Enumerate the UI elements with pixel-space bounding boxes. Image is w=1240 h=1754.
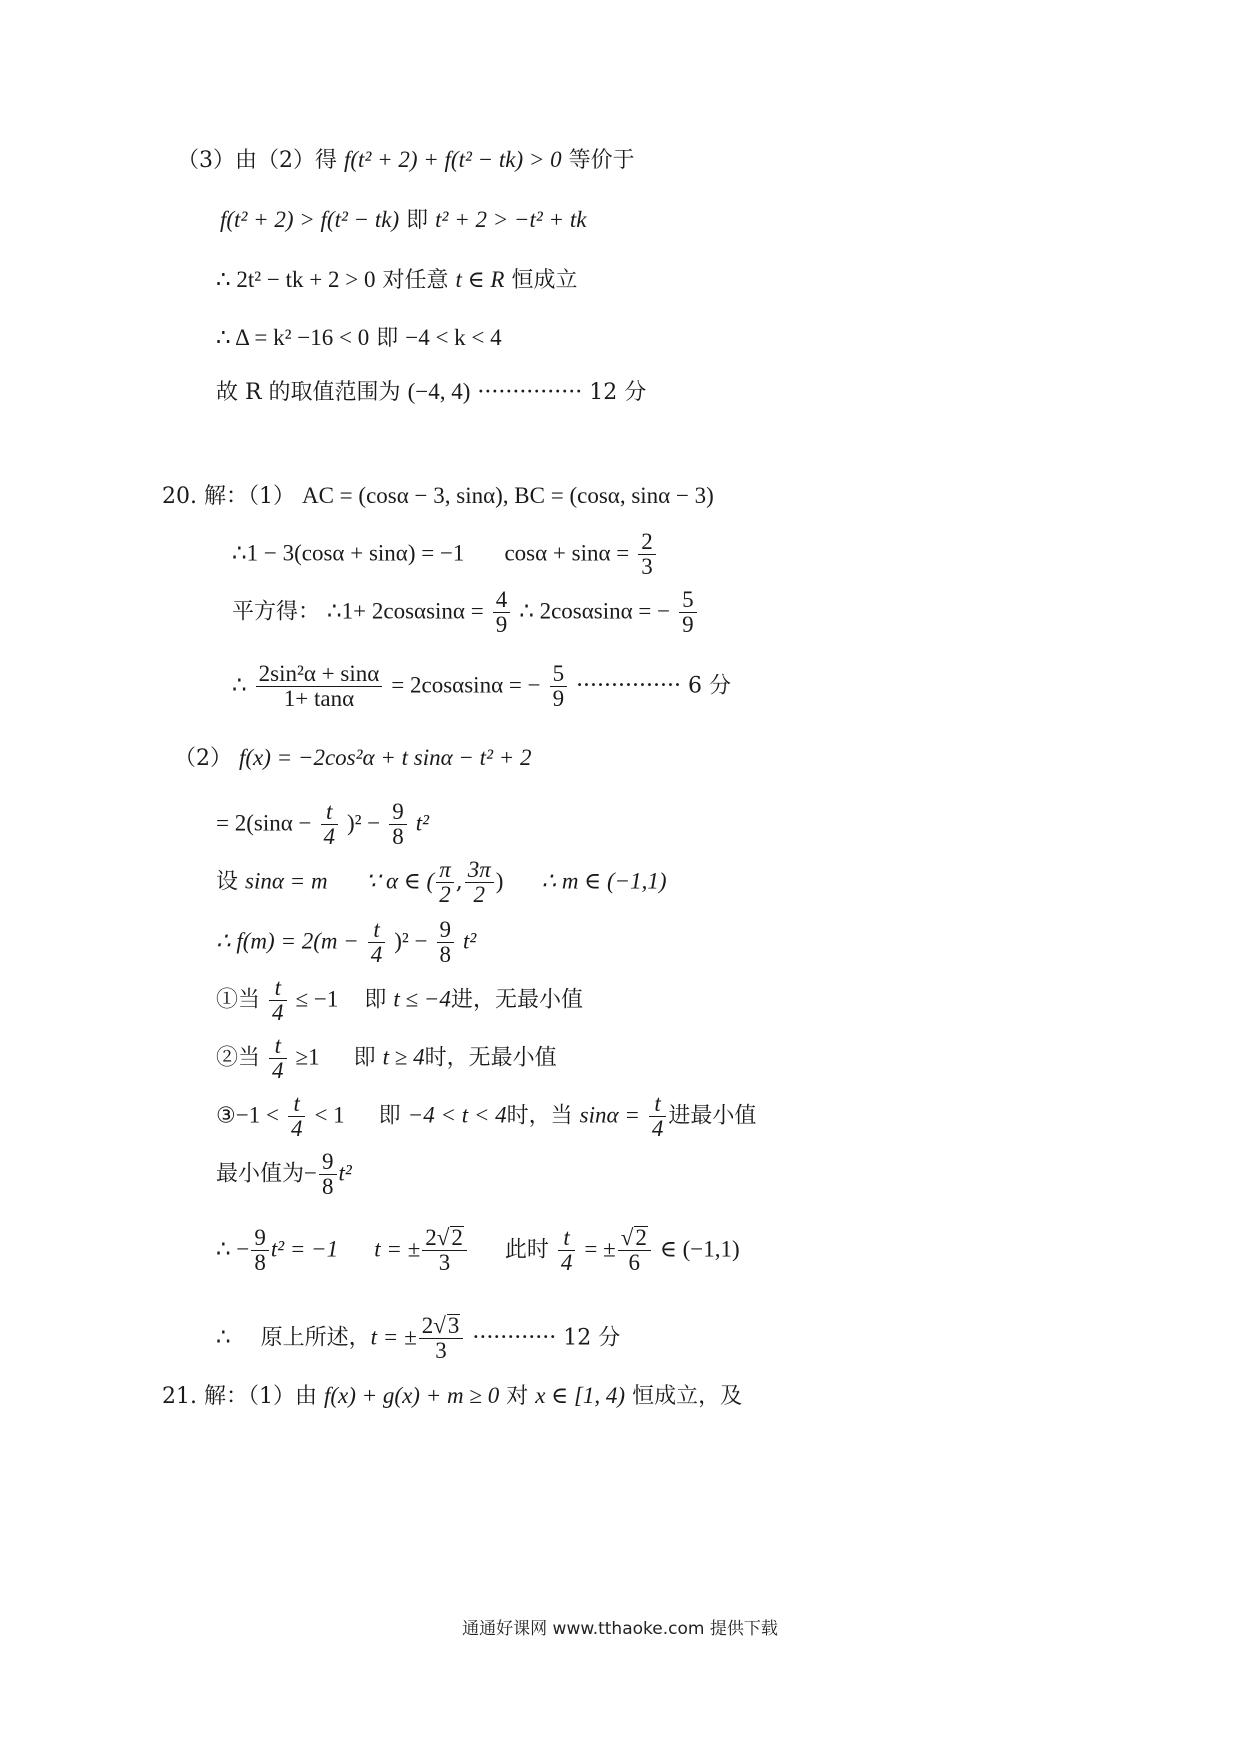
text: 此时 xyxy=(504,1237,549,1263)
numerator: 9 xyxy=(439,917,452,942)
math: f(t² + 2) > f(t² − tk) xyxy=(220,207,400,232)
math: ≤ −1 xyxy=(295,986,339,1012)
math: −4 < t < 4 xyxy=(407,1102,507,1128)
q19-line-4 xyxy=(216,324,502,353)
math: x ∈ [1, 4) xyxy=(535,1383,626,1408)
numerator: 9 xyxy=(254,1225,266,1250)
q20-p2-case-1 xyxy=(216,976,583,1025)
q20-p2-conclusion xyxy=(216,1314,620,1363)
text: 对任意 xyxy=(382,268,449,293)
text: ①当 xyxy=(216,987,261,1013)
math: ∴ − xyxy=(216,1236,250,1262)
radicand: 3 xyxy=(447,1313,460,1338)
text: 进最小值 xyxy=(668,1103,757,1129)
numerator: t xyxy=(654,1091,661,1116)
denominator: 8 xyxy=(319,1174,337,1199)
score-label: 12 分 xyxy=(589,380,647,405)
q21-line-1 xyxy=(162,1382,742,1411)
fraction xyxy=(321,800,339,849)
numerator: 2sin²α + sinα xyxy=(258,661,380,686)
denominator: 9 xyxy=(550,686,568,711)
radicand: 2 xyxy=(635,1225,647,1250)
text: 即 xyxy=(353,1045,376,1071)
fraction xyxy=(368,918,386,967)
denominator: 3 xyxy=(419,1338,464,1363)
part-label: （2） xyxy=(174,746,232,771)
numerator: 9 xyxy=(322,1149,334,1174)
text: ②当 xyxy=(216,1045,261,1071)
fraction xyxy=(550,662,568,711)
q19-line-1 xyxy=(177,146,635,175)
fraction xyxy=(288,1092,306,1141)
text: 恒成立，及 xyxy=(632,1384,743,1409)
math: −4 < k < 4 xyxy=(405,325,502,350)
text: 平方得： xyxy=(232,599,321,625)
denominator: 1+ tanα xyxy=(256,686,383,711)
math: = 2cosαsinα = − xyxy=(391,672,541,698)
question-number: 20. 解：（1） xyxy=(162,484,295,509)
numerator: π xyxy=(439,857,451,882)
math: sinα = xyxy=(579,1102,640,1128)
math: = ± xyxy=(584,1236,616,1262)
text: 即 xyxy=(364,987,387,1013)
q20-line-4 xyxy=(232,662,731,711)
math: ∴1+ 2cosαsinα = xyxy=(327,598,484,624)
math: −1 < xyxy=(235,1102,279,1128)
numerator: 4 xyxy=(495,587,508,612)
denominator: 9 xyxy=(493,612,511,637)
math: ≥1 xyxy=(295,1044,320,1070)
q20-p2-case-2 xyxy=(216,1034,557,1083)
fraction xyxy=(437,918,455,967)
math: t ≤ −4 xyxy=(393,986,451,1012)
q20-line-1 xyxy=(162,482,714,511)
denominator: 4 xyxy=(321,824,339,849)
fraction xyxy=(493,588,511,637)
math: t = ± xyxy=(374,1236,421,1262)
numerator: t xyxy=(563,1225,570,1250)
denominator: 4 xyxy=(269,1000,287,1025)
denominator: 2 xyxy=(465,882,494,907)
math: ∴ Δ = k² −16 < 0 xyxy=(216,325,370,350)
q20-p2-line-3: 设 sinα = m ∵ α ∈ ( $\frac{\pi}{2}$ , $\frac{3\pi}{2}$ ) ∴ m ∈ (−1,1) xyxy=(216,857,667,907)
numerator: t xyxy=(293,1091,300,1116)
fraction xyxy=(269,976,287,1025)
math: − xyxy=(304,1160,317,1186)
fraction xyxy=(319,1150,337,1199)
denominator: 3 xyxy=(422,1250,467,1275)
numerator: 5 xyxy=(682,587,694,612)
text: 对 xyxy=(506,1384,529,1409)
q20-p2-case-3 xyxy=(216,1092,756,1141)
text: 设 xyxy=(216,869,239,895)
math: ∴ xyxy=(216,1324,231,1350)
text: 最小值为 xyxy=(216,1161,305,1187)
denominator: 9 xyxy=(679,612,697,637)
denominator: 4 xyxy=(269,1058,287,1083)
math: ∴ f(m) = 2(m − xyxy=(216,928,359,954)
q20-p2-line-4 xyxy=(216,918,476,967)
radicand: 2 xyxy=(451,1225,463,1250)
fraction xyxy=(679,588,697,637)
text: 原上所述， xyxy=(260,1325,371,1351)
q19-line-5 xyxy=(216,378,646,407)
fraction: $\frac{2√3}{3}$ xyxy=(419,1314,464,1363)
fraction: $\frac{2√2}{3}$ xyxy=(422,1226,467,1275)
fraction xyxy=(269,1034,287,1083)
numerator: t xyxy=(326,799,333,824)
question-number: 21. 解：（1）由 xyxy=(162,1384,317,1409)
math: f(t² + 2) + f(t² − tk) > 0 xyxy=(344,147,562,172)
denominator: 8 xyxy=(389,824,407,849)
text: 恒成立 xyxy=(511,268,578,293)
numerator: t xyxy=(274,1033,281,1058)
math: ) xyxy=(495,868,504,894)
fraction xyxy=(436,858,454,907)
fraction xyxy=(558,1226,576,1275)
text: 故 R 的取值范围为 xyxy=(216,380,401,405)
text: ③ xyxy=(216,1103,236,1129)
math: cosα + sinα = xyxy=(504,540,630,566)
denominator: 3 xyxy=(638,554,656,579)
q20-p2-min xyxy=(216,1150,352,1199)
denominator: 6 xyxy=(618,1250,651,1275)
q19-line-2 xyxy=(220,206,586,235)
text: 即 xyxy=(378,1103,401,1129)
score-label: 12 分 xyxy=(563,1325,621,1351)
text: 时，无最小值 xyxy=(424,1045,557,1071)
math: f(x) = −2cos²α + t sinα − t² + 2 xyxy=(239,745,532,770)
math: t² xyxy=(415,810,430,836)
dot-leader: ··············· xyxy=(576,673,681,699)
denominator: 4 xyxy=(649,1116,667,1141)
numerator: 2 xyxy=(641,529,653,554)
denominator: 8 xyxy=(251,1250,269,1275)
math: t² = −1 xyxy=(270,1236,339,1262)
denominator: 2 xyxy=(436,882,454,907)
math: t² xyxy=(463,928,477,954)
math: ∵ α ∈ ( xyxy=(365,868,435,894)
numerator: t xyxy=(274,975,281,1000)
text: 进，无最小值 xyxy=(450,987,583,1013)
math: ∴1 − 3(cosα + sinα) = −1 xyxy=(232,540,465,566)
dot-leader: ··············· xyxy=(477,380,583,405)
fraction xyxy=(649,1092,667,1141)
denominator: 4 xyxy=(368,942,386,967)
q19-line-3 xyxy=(216,266,577,295)
math: ∴ 2cosαsinα = − xyxy=(519,598,671,624)
fraction xyxy=(256,662,383,711)
fraction xyxy=(465,858,494,907)
math: t ∈ R xyxy=(455,267,505,292)
q20-p2-line-2 xyxy=(216,800,429,849)
numerator: 9 xyxy=(392,799,404,824)
page-footer: 通通好课网 www.tthaoke.com 提供下载 xyxy=(462,1619,778,1639)
q20-p2-line-5 xyxy=(216,1226,740,1275)
text: 等价于 xyxy=(568,148,635,173)
numerator: 5 xyxy=(552,661,565,686)
text: 时，当 xyxy=(506,1103,573,1129)
fraction: $\frac{√2}{6}$ xyxy=(618,1226,651,1275)
q20-p2-line-1 xyxy=(174,744,532,773)
fraction xyxy=(638,530,656,579)
denominator: 8 xyxy=(437,942,455,967)
math: t ≥ 4 xyxy=(382,1044,425,1070)
math: ∈ (−1,1) xyxy=(659,1236,740,1262)
fraction xyxy=(251,1226,269,1275)
math: < 1 xyxy=(314,1102,345,1128)
dot-leader: ············ xyxy=(472,1325,557,1351)
math: )² − xyxy=(347,810,381,836)
math: ∴ m ∈ (−1,1) xyxy=(541,868,667,894)
fraction xyxy=(389,800,407,849)
numerator: 2 xyxy=(421,1313,434,1338)
numerator: t xyxy=(373,917,380,942)
math: (−4, 4) xyxy=(407,379,471,404)
text: （3）由（2）得 xyxy=(177,148,337,173)
math: t² + 2 > −t² + tk xyxy=(435,207,587,232)
text: 即 xyxy=(406,208,429,233)
denominator: 4 xyxy=(558,1250,576,1275)
math: = 2(sinα − xyxy=(216,810,312,836)
q20-line-3 xyxy=(232,588,699,637)
math: )² − xyxy=(394,928,428,954)
math: t² xyxy=(338,1160,352,1186)
numerator: 2 xyxy=(425,1225,437,1250)
score-label: 6 分 xyxy=(687,673,731,699)
denominator: 4 xyxy=(288,1116,306,1141)
q20-line-2 xyxy=(232,530,658,579)
math: ∴ 2t² − tk + 2 > 0 xyxy=(216,267,376,292)
math: f(x) + g(x) + m ≥ 0 xyxy=(323,1383,500,1408)
numerator: 3π xyxy=(467,857,491,882)
text: 即 xyxy=(376,326,399,351)
math: AC = (cosα − 3, sinα), BC = (cosα, sinα − 3) xyxy=(301,483,714,508)
math: t = ± xyxy=(370,1324,417,1350)
math: ∴ xyxy=(232,672,247,698)
math: sinα = m xyxy=(245,868,328,894)
